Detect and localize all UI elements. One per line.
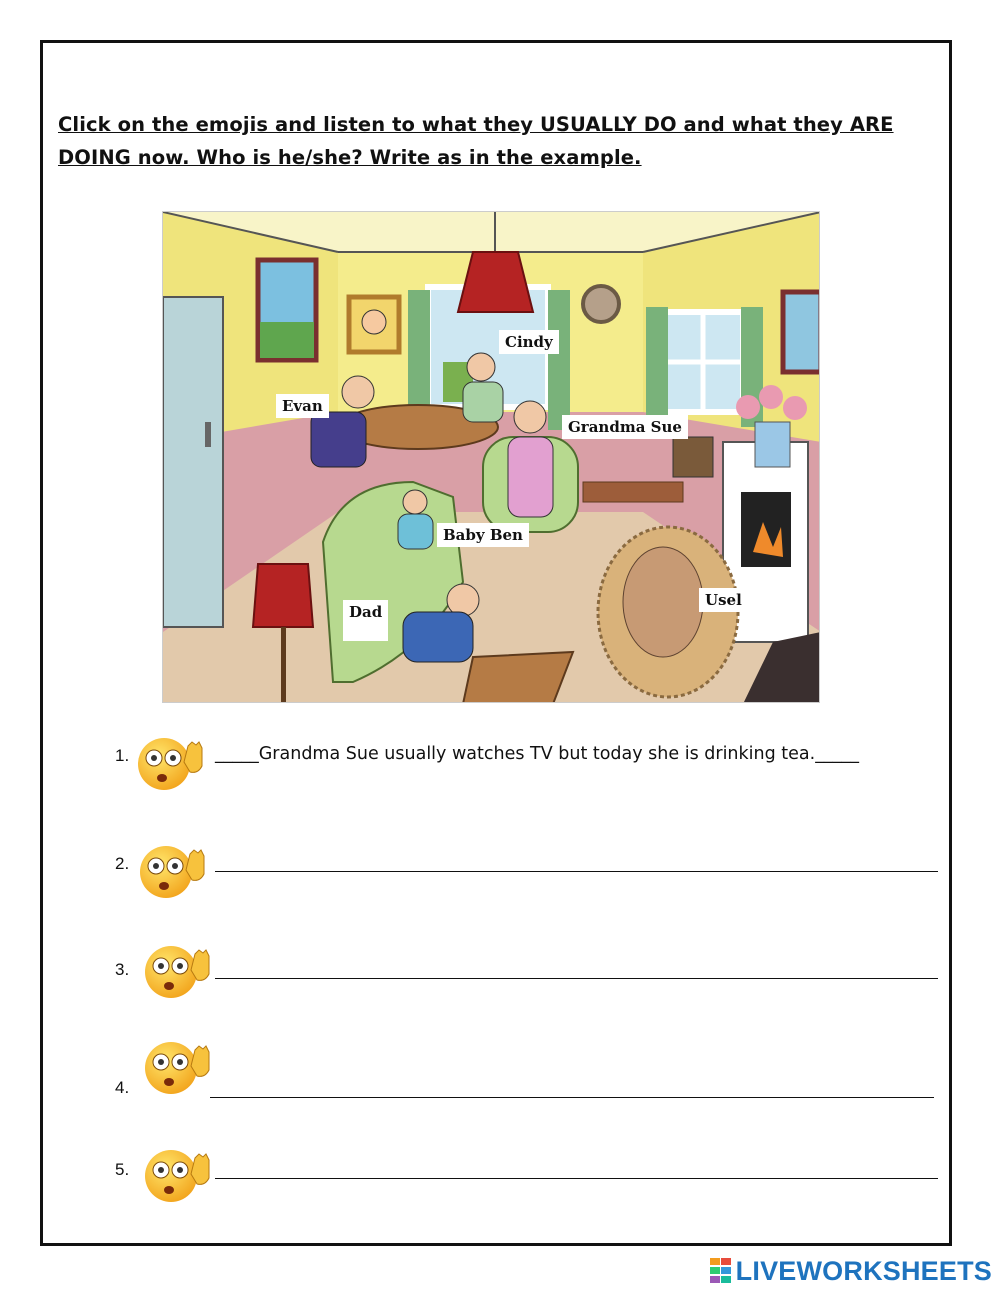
liveworksheets-logo[interactable]: [710, 1256, 992, 1286]
label-evan: Evan: [276, 394, 329, 418]
living-room-drawing: [163, 212, 820, 703]
item-number: 5.: [115, 1160, 130, 1179]
item-number: 3.: [115, 960, 130, 979]
answer-line[interactable]: [215, 871, 938, 872]
liveworksheets-logo-icon: [710, 1258, 732, 1284]
answer-line[interactable]: [215, 978, 938, 979]
label-baby-ben: Baby Ben: [437, 523, 529, 547]
list-item: [0, 1146, 1000, 1206]
list-item: [0, 838, 1000, 898]
label-usel: Usel: [699, 588, 748, 612]
flushed-face-with-raised-hand-icon[interactable]: [143, 944, 211, 1000]
instructions: [58, 108, 938, 174]
answer-line[interactable]: [210, 1097, 934, 1098]
item-number: 2.: [115, 854, 130, 873]
flushed-face-with-raised-hand-icon[interactable]: [143, 1148, 211, 1204]
item-number: 4.: [115, 1078, 130, 1097]
flushed-face-with-raised-hand-icon[interactable]: [136, 736, 204, 792]
list-item: [0, 1040, 1000, 1100]
list-item: [0, 728, 1000, 788]
answer-line[interactable]: [215, 1178, 938, 1179]
instructions-line-1: Click on the emojis and listen to what they USUALLY DO and what they ARE: [58, 113, 894, 136]
label-grandma-sue: Grandma Sue: [562, 415, 688, 439]
list-item: [0, 942, 1000, 1002]
flushed-face-with-raised-hand-icon[interactable]: [143, 1040, 211, 1096]
flushed-face-with-raised-hand-icon[interactable]: [138, 844, 206, 900]
instructions-line-2: DOING now. Who is he/she? Write as in the example.: [58, 146, 642, 169]
brand-name: LIVEWORKSHEETS: [735, 1255, 992, 1286]
living-room-illustration: [162, 211, 820, 703]
item-number: 1.: [115, 746, 130, 765]
answer-text[interactable]: _____Grandma Sue usually watches TV but today she is drinking tea._____: [215, 744, 859, 764]
label-cindy: Cindy: [499, 330, 559, 354]
label-dad: Dad: [343, 600, 388, 641]
